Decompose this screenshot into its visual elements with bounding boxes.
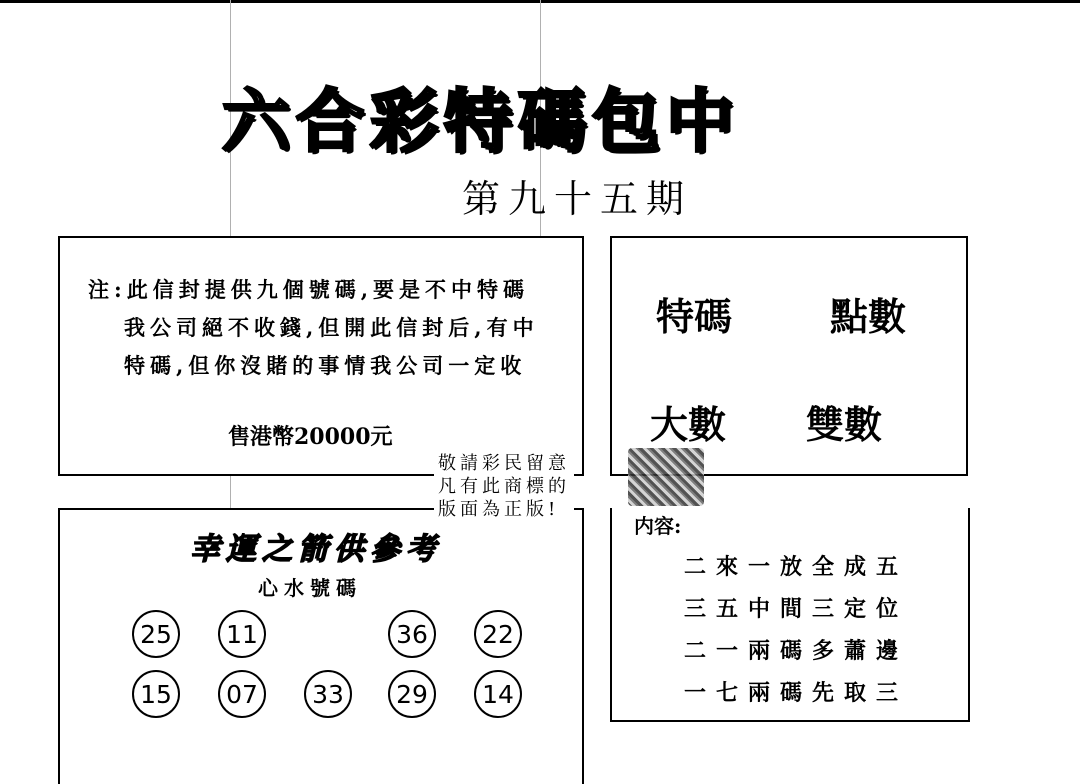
lucky-number: 36 <box>388 610 436 658</box>
lucky-title: 幸運之箭供參考 <box>190 532 442 567</box>
poem-box <box>610 508 970 722</box>
category-special: 特碼 <box>656 295 733 339</box>
lucky-number: 25 <box>132 610 180 658</box>
poem-line-2: 三五中間三定位 <box>684 596 909 622</box>
lucky-number: 11 <box>218 610 266 658</box>
issue-number: 第九十五期 <box>462 177 693 221</box>
category-box <box>610 236 968 476</box>
lucky-box <box>58 508 584 784</box>
authenticity-notice <box>434 452 574 521</box>
notice-line-1: 敬請彩民留意 <box>438 453 570 474</box>
note-line-1: 注:此信封提供九個號碼,要是不中特碼 <box>88 277 530 302</box>
poem-heading: 内容: <box>634 514 682 538</box>
category-points: 點數 <box>830 295 907 339</box>
lucky-number: 14 <box>474 670 522 718</box>
notice-line-3: 版面為正版! <box>438 499 560 520</box>
lucky-number: 15 <box>132 670 180 718</box>
notice-line-2: 凡有此商標的 <box>438 476 570 497</box>
lucky-number: 29 <box>388 670 436 718</box>
poem-line-3: 二一兩碼多蕭邊 <box>684 638 909 664</box>
note-line-3: 特碼,但你沒賭的事情我公司一定收 <box>124 353 527 378</box>
lucky-number: 33 <box>304 670 352 718</box>
note-box <box>58 236 584 476</box>
price-label: 售港幣20000元 <box>228 424 393 450</box>
lucky-number: 22 <box>474 610 522 658</box>
category-big: 大數 <box>650 403 727 447</box>
lucky-subtitle: 心水號碼 <box>258 576 362 600</box>
page-title: 六合彩特碼包中 <box>222 82 741 162</box>
poem-line-1: 二來一放全成五 <box>684 554 909 580</box>
lucky-number: 07 <box>218 670 266 718</box>
trademark-seal-icon <box>628 448 704 506</box>
note-line-2: 我公司絕不收錢,但開此信封后,有中 <box>124 315 539 340</box>
category-even: 雙數 <box>806 403 883 447</box>
poem-line-4: 一七兩碼先取三 <box>684 680 909 706</box>
